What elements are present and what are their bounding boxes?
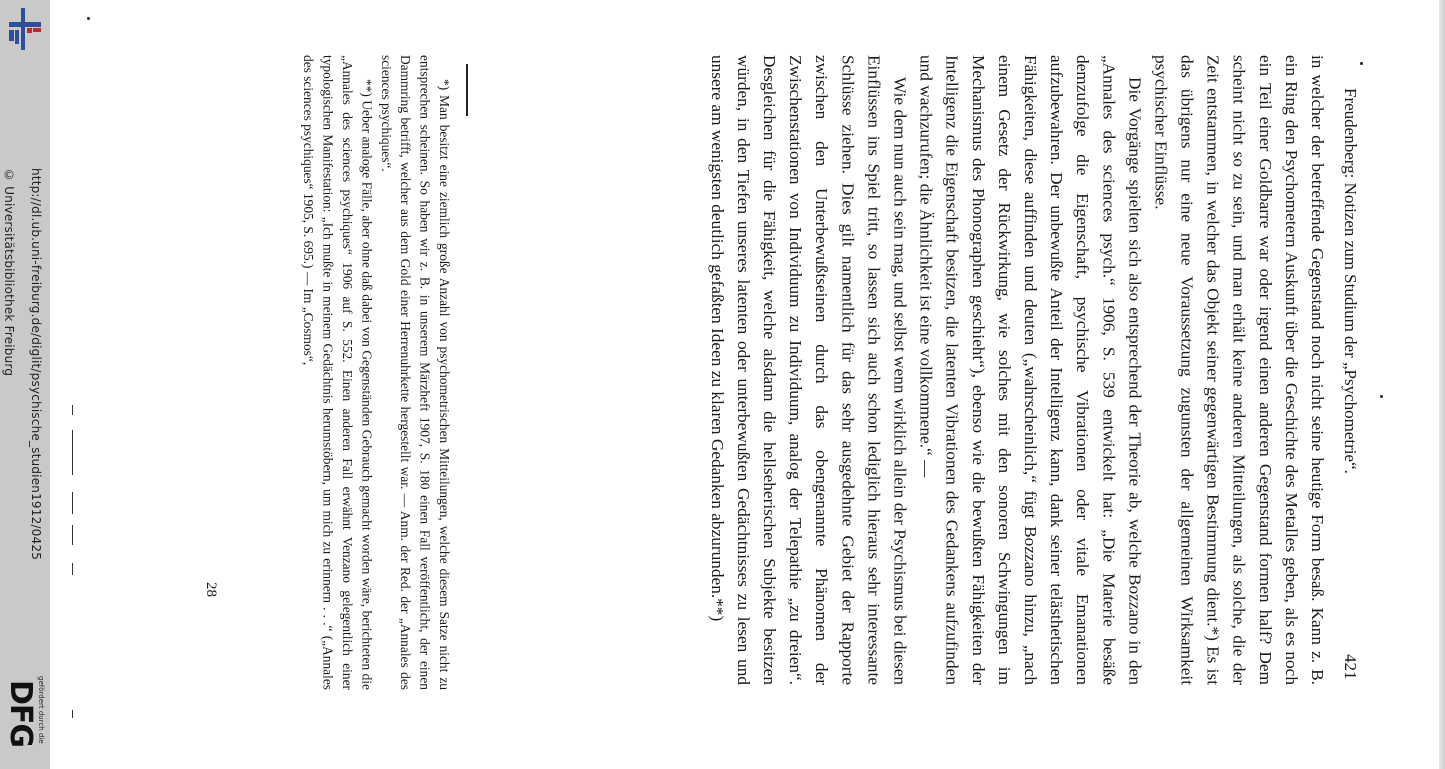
scan-speck — [1380, 395, 1383, 398]
footnotes — [222, 55, 454, 690]
funder-caption: gefördert durch die — [37, 676, 45, 744]
margin-mark — [72, 710, 73, 718]
dfg-logo: DFG — [3, 680, 38, 748]
viewer-sidebar — [0, 0, 50, 769]
margin-mark — [72, 492, 73, 514]
page-edge — [1439, 0, 1445, 769]
page-number: 421 — [1341, 654, 1360, 680]
scan-speck — [1360, 62, 1363, 65]
university-logo-icon — [5, 8, 43, 48]
body-paragraph: in welcher der betreffende Gegenstand noch nicht seine heutige Form besaß. Kann z. B. ein Ring den Psychometern Auskunft über die Geschichte des Metalles geben, als es noch ein Teil einer Goldbarre war oder irgend einen anderen Gegenstand formen half? Dem scheint nicht so zu sein, und man erhält keine anderen Mitteilungen, als solche, die der Zeit entstammen, in welcher das Objekt seiner gegenwärtigen Bestimmung dient.*) Es ist das übrigens nur eine neue Voraussetzung zugunsten der allgemeinen Wirksamkeit psychischer Einflüsse. — [1151, 55, 1327, 685]
body-text — [495, 55, 1330, 685]
running-header: Freudenberg: Notizen zum Studium der „Psychometrie“. — [1341, 88, 1360, 474]
signature-number: 28 — [203, 582, 219, 597]
footnote-divider — [466, 64, 468, 116]
footnote: *) Man besitzt eine ziemlich große Anzahl von psychometrischen Mitteilungen, welche diesem Satze nicht zu entsprechen scheinen. So haben wir z. B. in unserem Märzheft 1907, S. 180 einen Fall veröffentlicht, der einen Dammring betrifft, welcher aus dem Gold einer Herrenuhrkette hergestellt war. — Anm. der Red. der „Annales des sciences psychiques“. — [378, 55, 452, 690]
scan-speck — [87, 17, 90, 20]
body-paragraph: Wie dem nun auch sein mag, und selbst wenn wirklich allein der Psychismus bei diesen Einflüssen ins Spiel tritt, so lassen sich auch schon lediglich hieraus sehr interessante Schlüsse ziehen. Dies gilt namentlich für das sehr ausgedehnte Gebiet der Rapporte zwischen den Unterbewußtseinen durch das obengenannte Phänomen der Zwischenstationen von Individuum zu Individuum, analog der Telepathie „zu dreien“. Desgleichen für die Fähigkeit, welche alsdann die hellseherischen Subjekte besitzen würden, in den Tiefen unseres latenten oder unterbewußten Gedächtnisses zu lesen und unsere am wenigsten deutlich gefaßten Ideen zu klaren Gedanken abzurunden.**) — [707, 55, 910, 685]
body-paragraph: Die Vorgänge spielten sich also entsprechend der Theorie ab, welche Bozzano in den „Annales des sciences psych.“ 1906, S. 539 entwickelt hat: „Die Materie besäße demzufolge die Eigenschaft, psychische Vibrationen oder vitale Emanationen aufzubewahren. Der unbewußte Anteil der Intelligenz kann, dank seiner telästhetischen Fähigkeiten, diese auffinden und deuten („wahrscheinlich,“ fügt Bozzano hinzu, „nach einem Gesetz der Rückwirkung, wie solches mit den sonoren Schwingungen im Mechanismus des Phonographen geschieht“), ebenso wie die bewußten Fähigkeiten der Intelligenz die Eigenschaft besitzen, die latenten Vibrationen des Gedankens aufzufinden und wachzurufen; die Ähnlichkeit ist eine vollkommene.“ — — [916, 55, 1145, 685]
margin-mark — [72, 563, 73, 575]
document-url[interactable]: http://dl.ub.uni-freiburg.de/diglit/psychische_studien1912/0425 — [29, 168, 43, 561]
copyright-notice: © Universitätsbibliothek Freiburg — [2, 168, 16, 377]
margin-mark — [72, 430, 73, 475]
margin-mark — [72, 525, 73, 545]
footnote: **) Ueber analoge Fälle, aber ohne daß dabei von Gegenständen Gebrauch gemacht worden wäre, berichteten die „Annales des sciences psychiques“ 1906 auf S. 552. Einen anderen Fall erwähnt Venzano gelegentlich einer typologischen Manifestation: „Ich mußte in meinem Gedächtnis herumstöbern, um mich zu erinnern . . .“ („Annales des sciences psychiques“ 1905, S. 695.) — Im „Cosmos“, — [301, 55, 375, 690]
margin-mark — [72, 405, 73, 415]
